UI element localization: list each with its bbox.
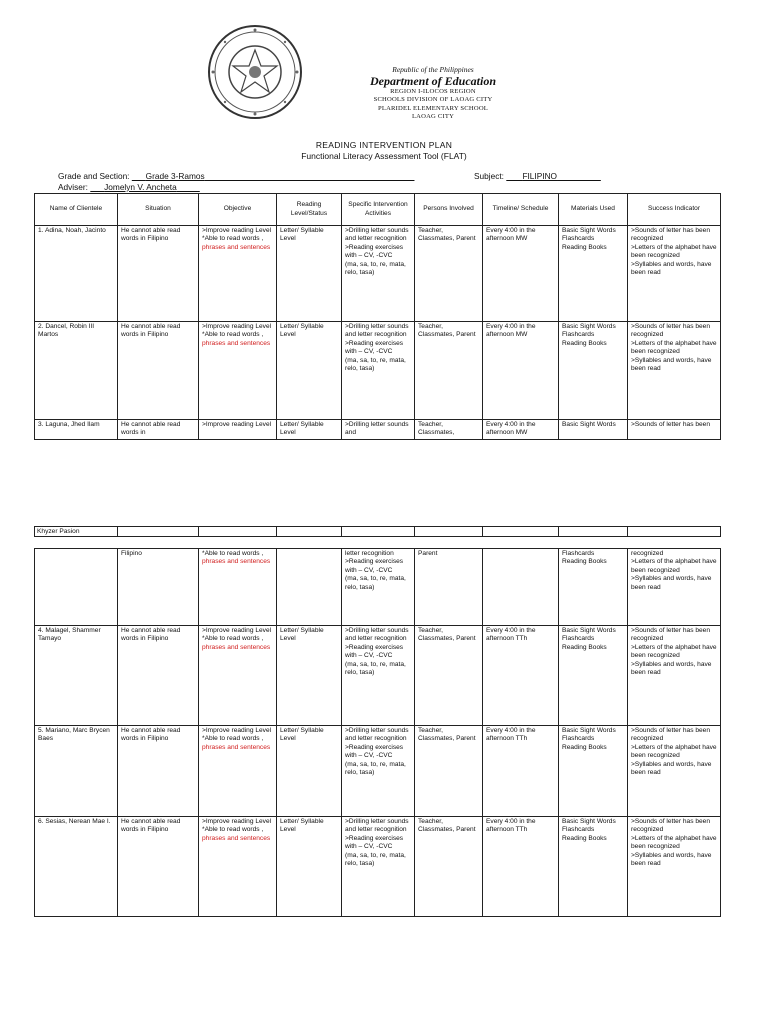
activities-cell: >Drilling letter sounds and letter recognition >Reading exercises with – CV, -CVC (ma, sa, to, re, mata, relo, tasa) [342, 817, 415, 917]
persons-cell: Teacher, Classmates, Parent [415, 726, 483, 817]
persons-cell: Parent [415, 549, 483, 626]
persons-cell: Teacher, Classmates, Parent [415, 817, 483, 917]
objective-cell: >Improve reading Level *Able to read words , phrases and sentences [199, 726, 277, 817]
situation-cell: He cannot able read words in Filipino [118, 226, 199, 322]
letterhead-division: SCHOOLS DIVISION OF LAOAG CITY [373, 96, 493, 104]
objective-cell: >Improve reading Level *Able to read words , phrases and sentences [199, 817, 277, 917]
success-cell: >Sounds of letter has been recognized >Letters of the alphabet have been recognized >Syllables and words, have been read [628, 726, 721, 817]
situation-cell: Filipino [118, 549, 199, 626]
adviser-value: Jomelyn V. Ancheta [104, 182, 177, 192]
schedule-cell: Every 4:00 in the afternoon MW [483, 322, 559, 420]
activities-cell: >Drilling letter sounds and letter recognition >Reading exercises with – CV, -CVC (ma, sa, to, re, mata, relo, tasa) [342, 626, 415, 726]
materials-cell: Flashcards Reading Books [559, 549, 628, 626]
column-header: Timeline/ Schedule [483, 194, 559, 226]
schedule-cell: Every 4:00 in the afternoon MW [483, 226, 559, 322]
grade-value: Grade 3-Ramos [145, 171, 205, 181]
table-row [35, 626, 721, 726]
column-header: Persons Involved [415, 194, 483, 226]
materials-cell: Basic Sight Words Flashcards Reading Books [559, 626, 628, 726]
reading-level-cell: Letter/ Syllable Level [277, 817, 342, 917]
clientele-name: 5. Mariano, Marc Brycen Baes [35, 726, 118, 817]
intervention-table-page1 [34, 193, 721, 440]
reading-level-cell: Letter/ Syllable Level [277, 726, 342, 817]
materials-cell: Basic Sight Words Flashcards Reading Books [559, 226, 628, 322]
objective-cell: >Improve reading Level [199, 420, 277, 440]
adviser-label: Adviser: [58, 182, 88, 192]
materials-cell: Basic Sight Words [559, 420, 628, 440]
letterhead-republic: Republic of the Philippines [392, 65, 474, 74]
letterhead-department: Department of Education [369, 73, 496, 88]
table-row [35, 726, 721, 817]
reading-level-cell: Letter/ Syllable Level [277, 322, 342, 420]
success-cell: >Sounds of letter has been recognized >Letters of the alphabet have been recognized >Syllables and words, have been read [628, 626, 721, 726]
success-cell: >Sounds of letter has been [628, 420, 721, 440]
activities-cell: >Drilling letter sounds and letter recognition >Reading exercises with – CV, -CVC (ma, sa, to, re, mata, relo, tasa) [342, 226, 415, 322]
clientele-name: 3. Laguna, Jhed Ilam [35, 420, 118, 440]
plan-subtitle: Functional Literacy Assessment Tool (FLAT) [301, 151, 467, 161]
activities-cell: >Drilling letter sounds and letter recognition >Reading exercises with – CV, -CVC (ma, sa, to, re, mata, relo, tasa) [342, 322, 415, 420]
subject-value: FILIPINO [522, 171, 558, 181]
letterhead-region: REGION I-ILOCOS REGION [390, 87, 476, 95]
success-cell: recognized >Letters of the alphabet have been recognized >Syllables and words, have been read [628, 549, 721, 626]
adviser-line [58, 182, 200, 192]
objective-cell: *Able to read words , phrases and sentences [199, 549, 277, 626]
column-header: Materials Used [559, 194, 628, 226]
materials-cell: Basic Sight Words Flashcards Reading Books [559, 817, 628, 917]
plan-title: READING INTERVENTION PLAN [315, 140, 453, 150]
deped-seal-icon [205, 22, 305, 122]
situation-cell: He cannot able read words in Filipino [118, 726, 199, 817]
situation-cell: He cannot able read words in Filipino [118, 626, 199, 726]
table-row [35, 527, 721, 537]
document-titles [0, 140, 768, 162]
activities-cell: >Drilling letter sounds and [342, 420, 415, 440]
success-cell: >Sounds of letter has been recognized >Letters of the alphabet have been recognized >Syllables and words, have been read [628, 226, 721, 322]
letterhead [205, 22, 561, 128]
materials-cell: Basic Sight Words Flashcards Reading Books [559, 726, 628, 817]
situation-cell: He cannot able read words in [118, 420, 199, 440]
schedule-cell: Every 4:00 in the afternoon TTh [483, 726, 559, 817]
persons-cell: Teacher, Classmates, Parent [415, 226, 483, 322]
activities-cell: >Drilling letter sounds and letter recognition >Reading exercises with – CV, -CVC (ma, sa, to, re, mata, relo, tasa) [342, 726, 415, 817]
reading-level-cell: Letter/ Syllable Level [277, 226, 342, 322]
persons-cell: Teacher, Classmates, Parent [415, 626, 483, 726]
grade-label: Grade and Section: [58, 171, 130, 181]
table-row [35, 420, 721, 440]
column-header: Reading Level/Status [277, 194, 342, 226]
column-header: Objective [199, 194, 277, 226]
objective-cell: >Improve reading Level *Able to read words , phrases and sentences [199, 626, 277, 726]
subject-label: Subject: [474, 171, 504, 181]
clientele-name: 4. Malagel, Shammer Tamayo [35, 626, 118, 726]
persons-cell: Teacher, Classmates, Parent [415, 322, 483, 420]
clientele-name: 1. Adina, Noah, Jacinto [35, 226, 118, 322]
column-header: Name of Clientele [35, 194, 118, 226]
schedule-cell: Every 4:00 in the afternoon TTh [483, 626, 559, 726]
reading-level-cell: Letter/ Syllable Level [277, 420, 342, 440]
activities-cell: letter recognition >Reading exercises with – CV, -CVC (ma, sa, to, re, mata, relo, tasa) [342, 549, 415, 626]
column-header: Success Indicator [628, 194, 721, 226]
success-cell: >Sounds of letter has been recognized >Letters of the alphabet have been recognized >Syllables and words, have been read [628, 817, 721, 917]
table-row [35, 817, 721, 917]
column-header: Specific Intervention Activities [342, 194, 415, 226]
clientele-name: 6. Sesias, Nerean Mae I. [35, 817, 118, 917]
materials-cell: Basic Sight Words Flashcards Reading Books [559, 322, 628, 420]
schedule-cell: Every 4:00 in the afternoon TTh [483, 817, 559, 917]
table-row [35, 322, 721, 420]
persons-cell: Teacher, Classmates, [415, 420, 483, 440]
success-cell: >Sounds of letter has been recognized >Letters of the alphabet have been recognized >Syllables and words, have been read [628, 322, 721, 420]
subject-line [474, 171, 601, 181]
letterhead-city: LAOAG CITY [411, 113, 455, 121]
clientele-name: Khyzer Pasion [35, 527, 118, 537]
clientele-name: 2. Dancel, Robin III Martos [35, 322, 118, 420]
situation-cell: He cannot able read words in Filipino [118, 322, 199, 420]
separator-row-table [34, 526, 721, 537]
intervention-table-page2 [34, 548, 721, 917]
table-row [35, 226, 721, 322]
schedule-cell: Every 4:00 in the afternoon MW [483, 420, 559, 440]
grade-section-line [58, 171, 414, 181]
situation-cell: He cannot able read words in Filipino [118, 817, 199, 917]
reading-level-cell: Letter/ Syllable Level [277, 626, 342, 726]
column-header: Situation [118, 194, 199, 226]
objective-cell: >Improve reading Level *Able to read words , phrases and sentences [199, 322, 277, 420]
objective-cell: >Improve reading Level *Able to read words , phrases and sentences [199, 226, 277, 322]
table-header-row [35, 194, 721, 226]
table-row-continued [35, 549, 721, 626]
letterhead-school: PLARIDEL ELEMENTARY SCHOOL [377, 104, 489, 112]
